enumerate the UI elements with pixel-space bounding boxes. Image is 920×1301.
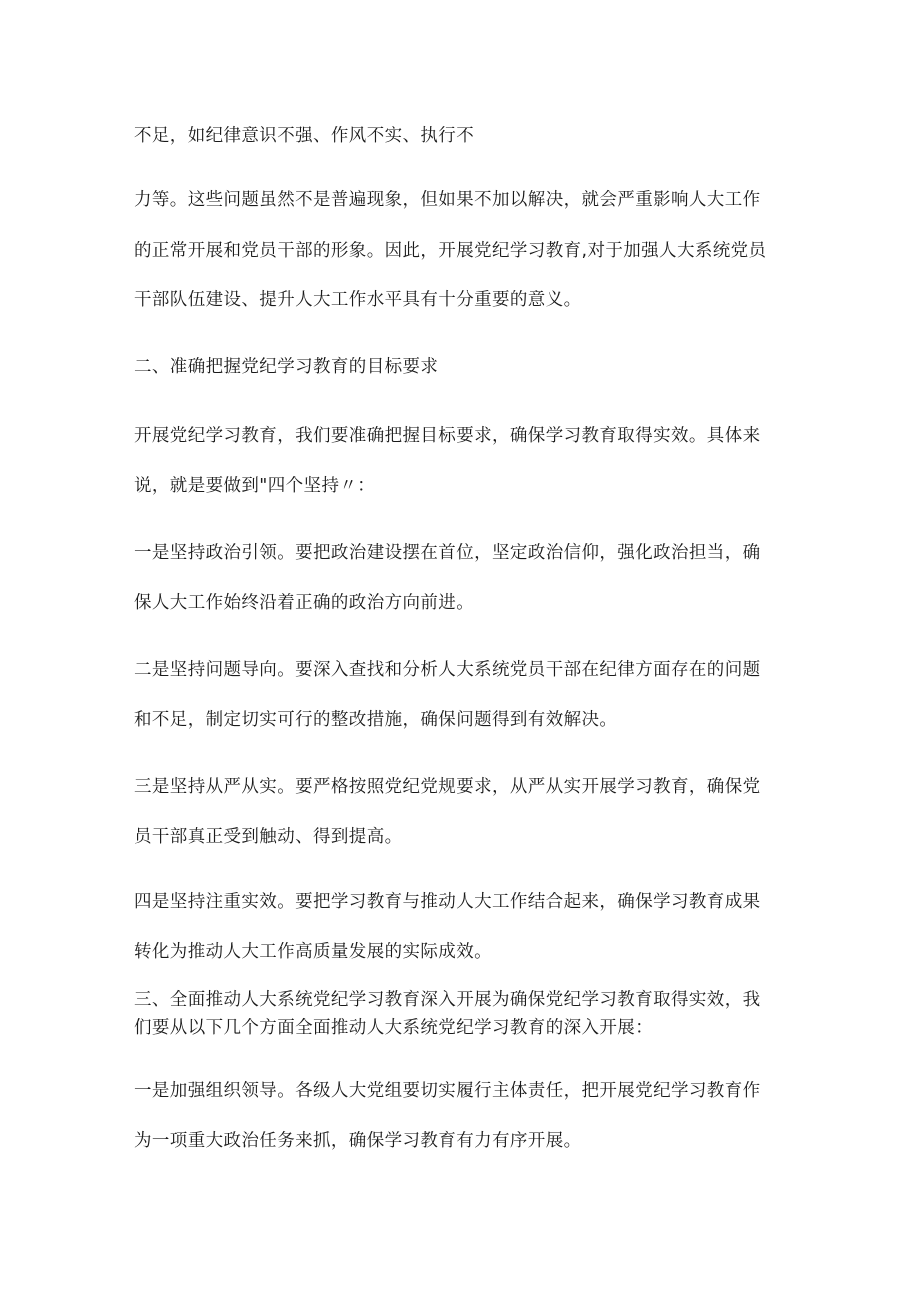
text-line: 转化为推动人大工作高质量发展的实际成效。: [134, 942, 492, 962]
text-line: 为一项重大政治任务来抓，确保学习教育有力有序开展。: [134, 1131, 582, 1151]
text-line: 和不足，制定切实可行的整改措施，确保问题得到有效解决。: [134, 710, 618, 730]
text-line: 一是加强组织领导。各级人大党组要切实履行主体责任，把开展党纪学习教育作: [134, 1081, 761, 1101]
text-line: 干部队伍建设、提升人大工作水平具有十分重要的意义。: [134, 290, 582, 310]
text-line: 的正常开展和党员干部的形象。因此，开展党纪学习教育,对于加强人大系统党员: [134, 241, 767, 261]
text-line: 力等。这些问题虽然不是普遍现象，但如果不加以解决，就会严重影响人大工作: [134, 190, 761, 210]
text-line: 四是坚持注重实效。要把学习教育与推动人大工作结合起来，确保学习教育成果: [134, 892, 761, 912]
text-line: 员干部真正受到触动、得到提高。: [134, 827, 403, 847]
section-heading: 三、全面推动人大系统党纪学习教育深入开展为确保党纪学习教育取得实效，我: [134, 990, 761, 1010]
text-line: 二是坚持问题导向。要深入查找和分析人大系统党员干部在纪律方面存在的问题: [134, 660, 761, 680]
text-line: 三是坚持从严从实。要严格按照党纪党规要求，从严从实开展学习教育，确保党: [134, 777, 761, 797]
section-heading: 二、准确把握党纪学习教育的目标要求: [134, 357, 439, 377]
text-line: 一是坚持政治引领。要把政治建设摆在首位，坚定政治信仰，强化政治担当，确: [134, 543, 761, 563]
text-line: 开展党纪学习教育，我们要准确把握目标要求，确保学习教育取得实效。具体来: [134, 426, 761, 446]
text-line: 不足，如纪律意识不强、作风不实、执行不: [134, 126, 475, 146]
text-line: 说，就是要做到"四个坚持〃：: [134, 476, 376, 496]
text-line: 保人大工作始终沿着正确的政治方向前进。: [134, 593, 475, 613]
text-line: 们要从以下几个方面全面推动人大系统党纪学习教育的深入开展：: [134, 1018, 654, 1038]
